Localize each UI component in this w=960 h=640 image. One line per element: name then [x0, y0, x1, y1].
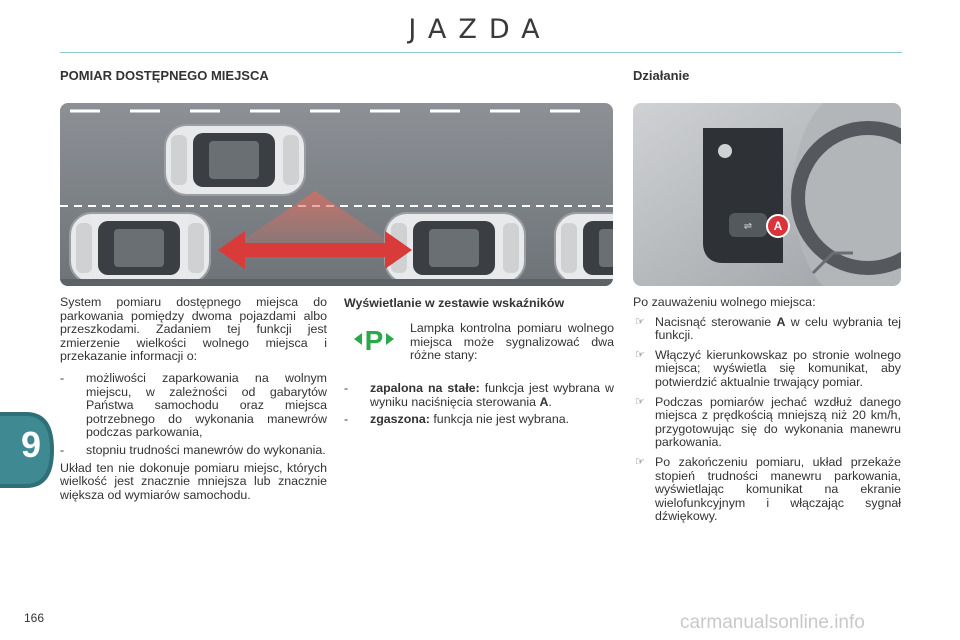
lamp-letter: P — [364, 325, 384, 355]
list-item: - zgaszona: funkcja nie jest wybrana. — [344, 412, 570, 427]
moving-car — [165, 125, 305, 195]
list-item: ☞ Włączyć kierunkowskaz po stronie wolnego miejsca; wyświetla się komunikat, aby potwierdzić aktualnie trwający pomiar. — [635, 347, 901, 389]
watermark: carmanualsonline.info — [680, 612, 865, 633]
lamp-states — [344, 382, 614, 427]
switch-panel — [703, 128, 783, 263]
list-item: ☞ Nacisnąć sterowanie A w celu wybrania tej funkcji. — [635, 314, 901, 343]
subheading-display: Wyświetlanie w zestawie wskaźników — [344, 296, 565, 310]
page-number: 166 — [24, 611, 45, 625]
svg-text:⇌: ⇌ — [743, 221, 753, 232]
parking-scene-svg — [60, 103, 613, 286]
left-column-text — [60, 296, 327, 502]
parking-illustration — [60, 103, 613, 286]
switch-light-icon — [718, 144, 732, 158]
parking-sensor-lamp-icon — [352, 323, 396, 355]
outro-paragraph: Układ ten nie dokonuje pomiaru miejsc, których wielkość jest znacznie mniejsza lub znacznie większa od wymiarów samochodu. — [60, 460, 327, 502]
intro-paragraph: System pomiaru dostępnego miejsca do parkowania pomiędzy dwoma pojazdami albo przeszkodami. Zadaniem tej funkcji jest zmierzenie wielkości wolnego miejsca i przekazanie informacji o: — [60, 295, 327, 364]
lamp-description: Lampka kontrolna pomiaru wolnego miejsca może sygnalizować dwa różne stany: — [410, 321, 614, 363]
control-illustration — [633, 103, 901, 286]
section-title-parking-space: POMIAR DOSTĘPNEGO MIEJSCA — [60, 68, 269, 83]
parked-car-far-right — [555, 213, 613, 283]
control-scene-svg — [633, 103, 901, 286]
right-column-text — [633, 296, 901, 524]
list-item: - możliwości zaparkowania na wolnym miejscu, w zależności od gabarytów Państwa samochodu oraz miejsca potrzebnego do wykonania manewrów podczas parkowania, — [60, 370, 327, 440]
parked-car-left — [70, 213, 210, 283]
chapter-number: 9 — [20, 424, 42, 465]
list-item: ☞ Podczas pomiarów jechać wzdłuż danego miejsca z prędkością mniejszą niż 20 km/h, przygotowując się do wykonania manewru parkowania. — [635, 394, 901, 450]
list-item: - zapalona na stałe: funkcja jest wybrana w wyniku naciśnięcia sterowania A. — [344, 381, 614, 409]
operation-intro: Po zauważeniu wolnego miejsca: — [633, 295, 816, 309]
section-title-operation: Działanie — [633, 68, 690, 83]
list-item: ☞ Po zakończeniu pomiaru, układ przekaże stopień trudności manewru parkowania, wyświetlając komunikat na ekranie wielofunkcyjnym i włączając sygnał dźwiękowy. — [635, 454, 901, 524]
list-item: - stopniu trudności manewrów do wykonania. — [60, 442, 326, 457]
header-rule — [60, 52, 902, 53]
page-header-title: JAZDA — [408, 14, 552, 45]
callout-letter: A — [773, 219, 783, 233]
